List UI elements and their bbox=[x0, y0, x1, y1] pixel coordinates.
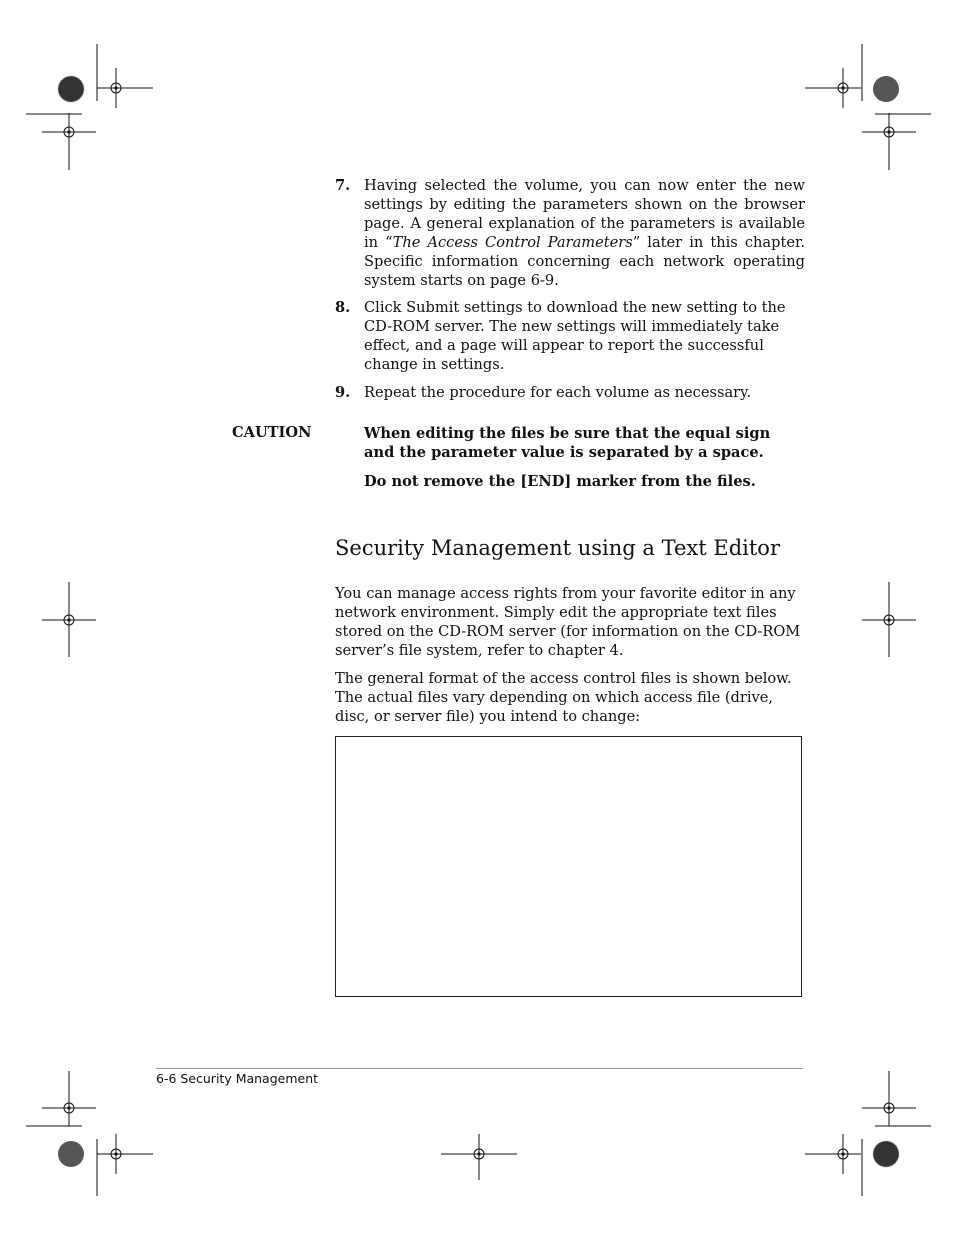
footer-rule bbox=[156, 1068, 803, 1069]
step-8 bbox=[335, 298, 805, 374]
caution-text: Do not remove the [END] marker from the files. bbox=[364, 473, 756, 490]
page-footer: 6-6 Security Management bbox=[156, 1071, 319, 1086]
caution-label: CAUTION bbox=[232, 424, 312, 441]
step-number: 9. bbox=[335, 384, 351, 401]
step-number: 8. bbox=[335, 299, 351, 316]
step-text: Having selected the volume, you can now enter the new settings by editing the parameters shown on the browser page. A general explanation of the parameters is available in “The Access Control Parameters” later in this chapter. Specific information concerning each network operating system starts on page 6-9. bbox=[364, 177, 805, 289]
step-7 bbox=[335, 176, 805, 290]
cross-reference: The Access Control Parameters bbox=[392, 234, 633, 251]
step-text: Click Submit settings to download the new setting to the CD-ROM server. The new settings will immediately take effect, and a page will appear to report the successful change in settings. bbox=[364, 299, 786, 373]
caution-text: When editing the files be sure that the equal sign and the parameter value is separated by a space. bbox=[364, 425, 771, 461]
step-number: 7. bbox=[335, 177, 351, 194]
step-9 bbox=[335, 383, 805, 402]
section-heading: Security Management using a Text Editor bbox=[335, 536, 780, 560]
body-paragraph: The general format of the access control files is shown below. The actual files vary depending on which access file (drive, disc, or server file) you intend to change: bbox=[335, 670, 792, 725]
body-paragraph: You can manage access rights from your favorite editor in any network environment. Simply edit the appropriate text files stored on the CD-ROM server (for information on the CD-ROM server’s file system, refer to chapter 4. bbox=[335, 585, 801, 659]
format-box bbox=[335, 736, 802, 997]
step-text: Repeat the procedure for each volume as necessary. bbox=[364, 384, 752, 401]
